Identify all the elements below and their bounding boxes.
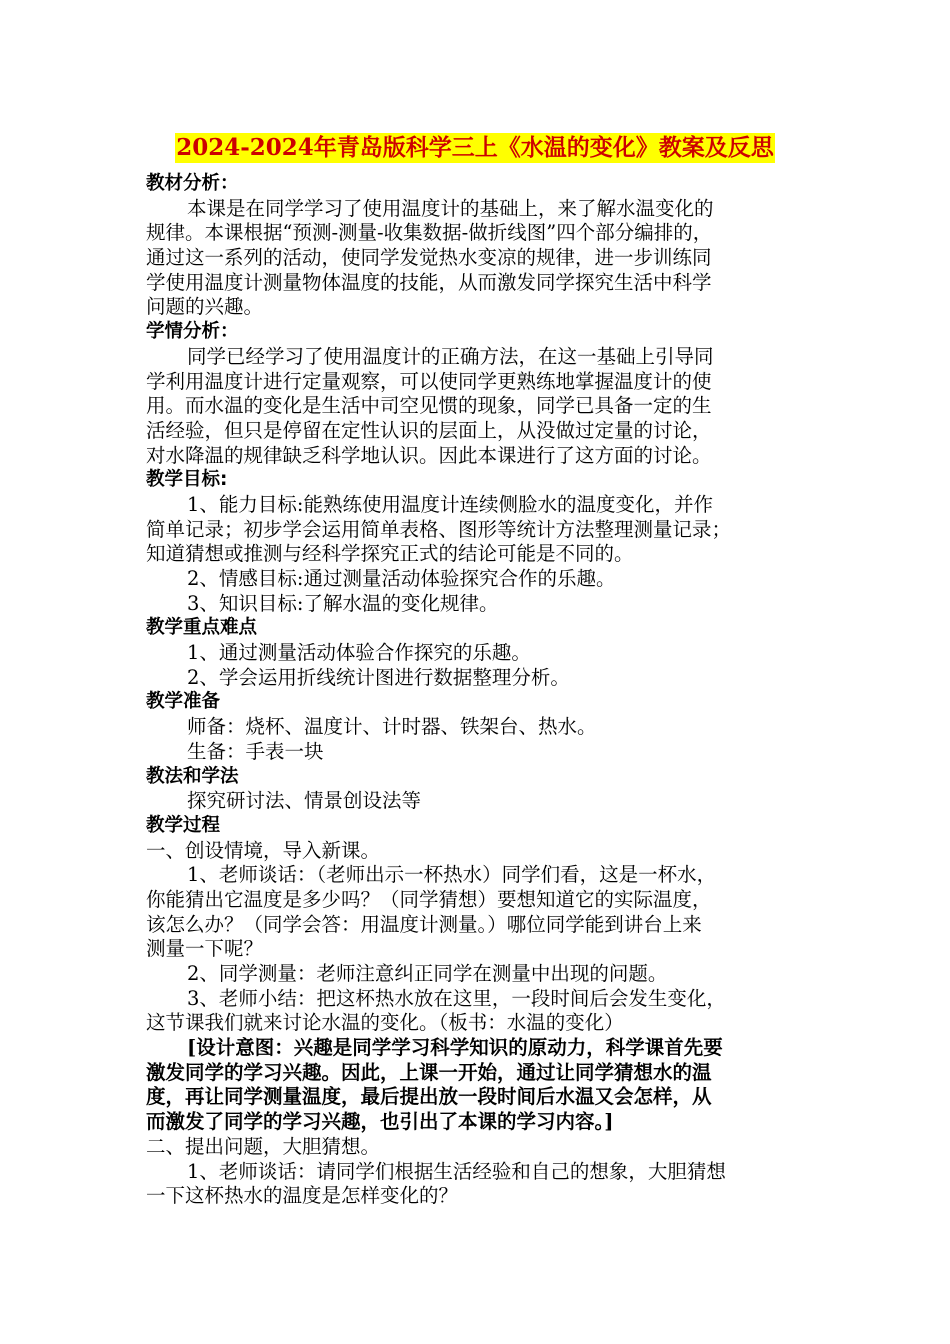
paragraph-line: 问题的兴趣。 bbox=[146, 295, 264, 319]
paragraph-line: 1、老师谈话：（老师出示一杯热水）同学们看，这是一杯水， bbox=[187, 863, 717, 887]
document-title: 2024-2024年青岛版科学三上《水温的变化》教案及反思 bbox=[176, 134, 774, 161]
section-heading: 学情分析： bbox=[146, 321, 239, 343]
paragraph-line: 活经验，但只是停留在定性认识的层面上，从没做过定量的讨论， bbox=[146, 418, 712, 442]
design-intent-line: 而激发了同学的学习兴趣，也引出了本课的学习内容。] bbox=[146, 1110, 614, 1134]
design-intent-line: 度，再让同学测量温度，最后提出放一段时间后水温又会怎样，从 bbox=[146, 1085, 712, 1109]
paragraph-line: 2、同学测量：老师注意纠正同学在测量中出现的问题。 bbox=[187, 962, 668, 985]
section-heading: 教学重点难点 bbox=[146, 617, 258, 639]
paragraph-line: 本课是在同学学习了使用温度计的基础上，来了解水温变化的 bbox=[187, 196, 714, 220]
paragraph-line: 规律。本课根据“预测-测量-收集数据-做折线图”四个部分编排的， bbox=[146, 221, 713, 245]
paragraph-line: 1、能力目标:能熟练使用温度计连续侧脸水的温度变化，并作 bbox=[187, 492, 713, 516]
paragraph-line: 1、老师谈话：请同学们根据生活经验和自己的想象，大胆猜想 bbox=[187, 1159, 726, 1183]
paragraph-line: 学使用温度计测量物体温度的技能，从而激发同学探究生活中科学 bbox=[146, 270, 712, 294]
paragraph-line: 3、知识目标:了解水温的变化规律。 bbox=[187, 591, 499, 615]
title-container bbox=[0, 133, 950, 163]
paragraph-line: 1、通过测量活动体验合作探究的乐趣。 bbox=[187, 641, 531, 665]
paragraph-line: 该怎么办？（同学会答：用温度计测量。）哪位同学能到讲台上来 bbox=[146, 912, 702, 936]
paragraph-line: 用。而水温的变化是生活中司空见惯的现象，同学已具备一定的生 bbox=[146, 394, 712, 418]
paragraph-line: 探究研讨法、情景创设法等 bbox=[187, 789, 422, 813]
section-heading: 教学准备 bbox=[146, 691, 221, 713]
paragraph-line: 同学已经学习了使用温度计的正确方法，在这一基础上引导同 bbox=[187, 344, 714, 368]
section-heading: 教学过程 bbox=[146, 814, 221, 836]
paragraph-line: 2、情感目标:通过测量活动体验探究合作的乐趣。 bbox=[187, 567, 616, 590]
paragraph-line: 生备：手表一块 bbox=[187, 739, 324, 763]
paragraph-line: 二、提出问题，大胆猜想。 bbox=[146, 1134, 381, 1158]
paragraph-line: 师备：烧杯、温度计、计时器、铁架台、热水。 bbox=[187, 715, 597, 739]
paragraph-line: 3、老师小结：把这杯热水放在这里，一段时间后会发生变化， bbox=[187, 986, 726, 1010]
paragraph-line: 一下这杯热水的温度是怎样变化的？ bbox=[146, 1184, 459, 1208]
paragraph-line: 一、创设情境，导入新课。 bbox=[146, 838, 381, 862]
paragraph-line: 2、学会运用折线统计图进行数据整理分析。 bbox=[187, 665, 570, 689]
paragraph-line: 对水降温的规律缺乏科学地认识。因此本课进行了这方面的讨论。 bbox=[146, 443, 712, 467]
paragraph-line: 知道猜想或推测与经科学探究正式的结论可能是不同的。 bbox=[146, 542, 634, 566]
paragraph-line: 学利用温度计进行定量观察，可以使同学更熟练地掌握温度计的使 bbox=[146, 369, 712, 393]
paragraph-line: 这节课我们就来讨论水温的变化。（板书：水温的变化） bbox=[146, 1011, 624, 1035]
paragraph-line: 简单记录；初步学会运用简单表格、图形等统计方法整理测量记录； bbox=[146, 517, 732, 541]
paragraph-line: 测量一下呢？ bbox=[146, 937, 264, 961]
section-heading: 教学目标: bbox=[146, 469, 228, 491]
paragraph-line: 你能猜出它温度是多少吗？（同学猜想）要想知道它的实际温度， bbox=[146, 887, 712, 911]
design-intent-line: [设计意图：兴趣是同学学习科学知识的原动力，科学课首先要 bbox=[187, 1036, 723, 1060]
document-body bbox=[146, 172, 818, 1209]
design-intent-line: 激发同学的学习兴趣。因此，上课一开始，通过让同学猜想水的温 bbox=[146, 1060, 712, 1084]
section-heading: 教材分析： bbox=[146, 173, 239, 194]
paragraph-line: 通过这一系列的活动，使同学发觉热水变凉的规律，进一步训练同 bbox=[146, 246, 712, 270]
section-heading: 教法和学法 bbox=[146, 765, 239, 787]
